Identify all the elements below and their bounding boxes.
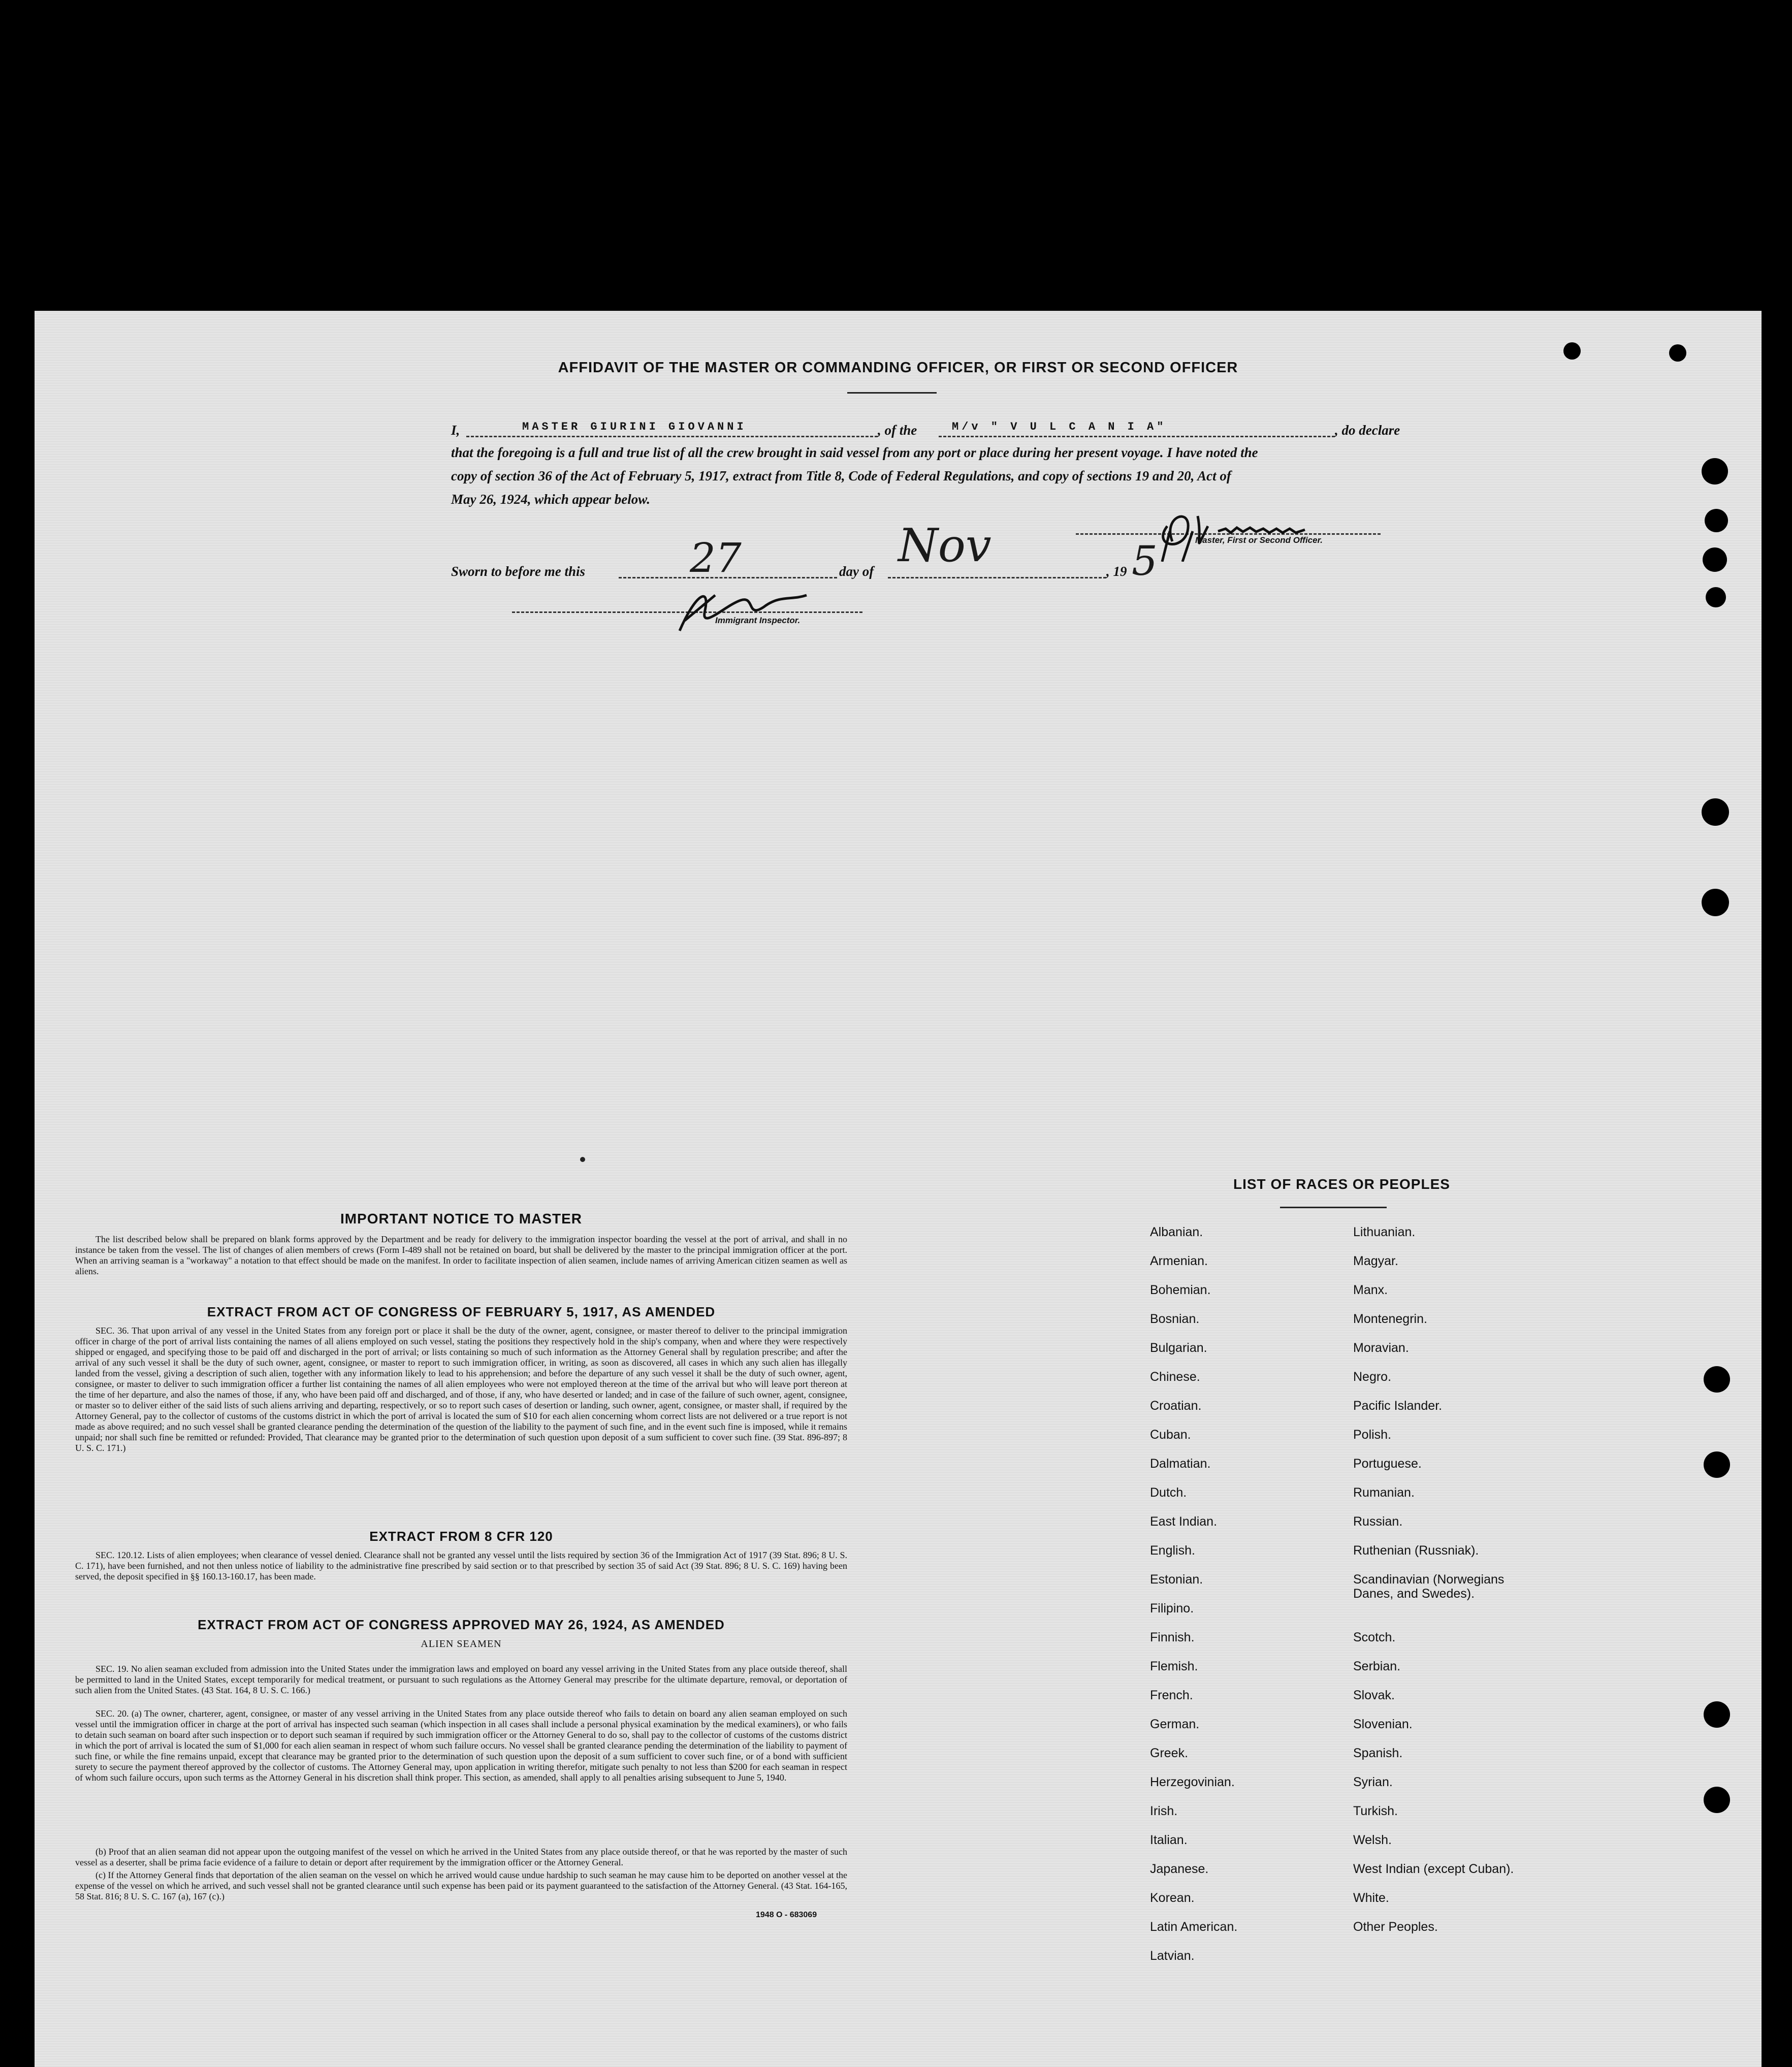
race-item: Estonian. [1150, 1572, 1203, 1587]
race-item: Cuban. [1150, 1428, 1191, 1442]
punch-hole [1669, 344, 1686, 362]
punch-hole [1705, 509, 1728, 532]
race-item: Dutch. [1150, 1485, 1187, 1500]
race-item: Moravian. [1353, 1341, 1409, 1355]
race-item: Finnish. [1150, 1630, 1195, 1644]
master-signature-scribble [1142, 496, 1375, 562]
race-item: Other Peoples. [1353, 1920, 1438, 1934]
race-item: Greek. [1150, 1746, 1189, 1760]
race-item: Bulgarian. [1150, 1341, 1207, 1355]
race-item: Scandinavian (Norwegians [1353, 1572, 1505, 1587]
document-sheet [35, 311, 1762, 2067]
month-line [888, 577, 1106, 578]
race-item: Rumanian. [1353, 1485, 1415, 1500]
punch-hole [1704, 1366, 1730, 1393]
race-item: Slovak. [1353, 1688, 1395, 1702]
extract-1924-sec19: SEC. 19. No alien seaman excluded from admission into the United States under the immigration laws and employed on board any vessel arriving in the United States from any place outside thereof, shall be permitted to land in the United States, except temporarily for medical treatment, or pursuant to such regulations as the Attorney General may prescribe for the ultimate departure, removal, or deportation of such alien from the United States. (43 Stat. 164, 8 U. S. C. 166.) [75, 1664, 847, 1695]
master-name-value: MASTER GIURINI GIOVANNI [522, 421, 747, 433]
race-item: Magyar. [1353, 1254, 1398, 1268]
notice-title: IMPORTANT NOTICE TO MASTER [340, 1211, 583, 1226]
punch-hole [1704, 1451, 1730, 1478]
punch-hole [1702, 458, 1728, 485]
races-title: LIST OF RACES OR PEOPLES [1233, 1176, 1450, 1192]
master-signature [1142, 496, 1375, 571]
race-item: Serbian. [1353, 1659, 1401, 1673]
race-item: Negro. [1353, 1370, 1392, 1384]
inspector-signature [664, 575, 868, 638]
affidavit-title: AFFIDAVIT OF THE MASTER OR COMMANDING OFFICER, OR FIRST OR SECOND OFFICER [558, 360, 1238, 376]
race-item: Manx. [1353, 1283, 1388, 1297]
extract-1924-subtitle: ALIEN SEAMEN [421, 1638, 502, 1650]
race-item: Turkish. [1353, 1804, 1398, 1818]
race-item: English. [1150, 1543, 1195, 1558]
race-item: West Indian (except Cuban). [1353, 1862, 1514, 1876]
year-value: 5 [1132, 537, 1158, 585]
vessel-value: M/v " V U L C A N I A" [952, 421, 1167, 433]
title-underline [847, 392, 937, 394]
extract-1917-text: SEC. 36. That upon arrival of any vessel in the United States from any foreign port or place it shall be the duty of the owner, agent, consignee, or master thereof to deliver to the principal immigration officer in charge of the port of arrival lists containing the names of all aliens employed on such vessel, stating the positions they respectively hold in the ship's company, when and where they were respectively shipped or engaged, and specifying those to be paid off and discharged in the port of arrival; or lists containing so much of such information as the Attorney General shall by regulation prescribe; and after the arrival of any such vessel it shall be the duty of such owner, agent, consignee, or master to report to such immigration officer, in writing, as soon as discovered, all cases in which any such alien has illegally landed from the vessel, giving a description of such alien, together with any information likely to lead to his apprehension; and before the departure of any such vessel it shall be the duty of such owner, agent, consignee, or master to deliver to such immigration officer a further list containing the names of all alien employees who were not employed thereon at the time of the arrival but who will leave port thereon at the time of her departure, and also the names of those, if any, who have been paid off and discharged, and of those, if any, who have deserted or landed; and in case of the failure of such owner, agent, consignee, or master so to deliver either of the said lists of such aliens arriving and departing, respectively, or so to report such cases of desertion or landing, such owner, agent, consignee, or master shall, if required by the Attorney General, pay to the collector of customs of the customs district in which the port of arrival is located the sum of $10 for each alien concerning whom correct lists are not delivered or a true report is not made as above required; and no such vessel shall be granted clearance pending the determination of the question of the liability to the payment of such fine, and in the event such fine is imposed, while it remains unpaid; nor shall such fine be remitted or refunded: Provided, That clearance may be granted prior to the determination of such question upon deposit of a sum sufficient to cover such fine. (39 Stat. 896-897; 8 U. S. C. 171.) [75, 1326, 847, 1453]
master-name-line [466, 436, 878, 437]
day-value: 27 [690, 534, 742, 582]
punch-hole [1563, 342, 1581, 360]
affidavit-body-3: May 26, 1924, which appear below. [451, 492, 651, 507]
punch-hole [1703, 547, 1727, 572]
race-item: Bosnian. [1150, 1312, 1200, 1326]
race-item: Korean. [1150, 1891, 1195, 1905]
sworn-label: Sworn to before me this [451, 564, 586, 579]
race-item: Chinese. [1150, 1370, 1200, 1384]
inspector-signature-scribble [664, 575, 868, 636]
race-item: Danes, and Swedes). [1353, 1587, 1475, 1601]
race-item: Latin American. [1150, 1920, 1238, 1934]
cfr-text: SEC. 120.12. Lists of alien employees; when clearance of vessel denied. Clearance shall not be granted any vessel until the lists required by section 36 of the Immigration Act of 1917 (39 Stat. 896; 8 U. S. C. 171), have been furnished, and not then unless notice of liability to the administrative fine prescribed by said section or to that prescribed by section 35 of said Act (39 Stat. 896; 8 U. S. C. 169) having been served, the deposit specified in §§ 160.13-160.17, has been made. [75, 1550, 847, 1581]
notice-text: The list described below shall be prepared on blank forms approved by the Department and be ready for delivery to the immigration inspector boarding the vessel at the port of arrival, and shall in no instance be taken from the vessel. The list of changes of alien members of crews (Form I-489 shall not be retained on board, but shall be delivered by the master to the principal immigration officer at the port. When an arriving seaman is a "workaway" a notation to that effect should be made on the manifest. In order to facilitate inspection of alien seamen, include names of arriving American citizen seamen as well as aliens. [75, 1234, 847, 1276]
extract-1924-sec20b: (b) Proof that an alien seaman did not appear upon the outgoing manifest of the vessel on which he arrived in the United States from any place outside thereof, or that he was reported by the master of such vessel as a deserter, shall be prima facie evidence of a failure to detain or deport after requirement by the immigration officer or the Attorney General. [75, 1847, 847, 1867]
race-item: Lithuanian. [1353, 1225, 1416, 1239]
race-item: Montenegrin. [1353, 1312, 1427, 1326]
race-item: Flemish. [1150, 1659, 1198, 1673]
punch-hole [1704, 1787, 1730, 1813]
punch-hole [1704, 1701, 1730, 1728]
master-signature-caption: Master, First or Second Officer. [1195, 535, 1323, 545]
extract-1924-sec20c: (c) If the Attorney General finds that deportation of the alien seaman on the vessel on which he arrived would cause undue hardship to such seaman he may cause him to be deported on another vessel at the expense of the vessel on which he arrived, and such vessel shall not be granted clearance until such expense has been paid or its payment guaranteed to the satisfaction of the Attorney General. (43 Stat. 164-165, 58 Stat. 816; 8 U. S. C. 167 (a), 167 (c).) [75, 1870, 847, 1901]
race-item: Scotch. [1353, 1630, 1396, 1644]
extract-1924-title: EXTRACT FROM ACT OF CONGRESS APPROVED MAY 26, 1924, AS AMENDED [198, 1617, 725, 1632]
race-item: Dalmatian. [1150, 1457, 1211, 1471]
race-item: French. [1150, 1688, 1193, 1702]
race-item: Syrian. [1353, 1775, 1393, 1789]
affidavit-prefix: I, [451, 423, 460, 438]
of-the-label: , of the [878, 423, 917, 438]
day-of-label: day of [839, 564, 874, 579]
race-item: Pacific Islander. [1353, 1399, 1443, 1413]
punch-hole [1702, 889, 1729, 916]
speck [580, 1157, 585, 1162]
race-item: Portuguese. [1353, 1457, 1422, 1471]
affidavit-body-2: copy of section 36 of the Act of February 5, 1917, extract from Title 8, Code of Federal Regulations, and copy of sections 19 and 20, Act of [451, 468, 1231, 483]
declare-label: , do declare [1335, 423, 1400, 438]
races-title-underline [1280, 1207, 1387, 1208]
race-item: Herzegovinian. [1150, 1775, 1235, 1789]
race-item: Slovenian. [1353, 1717, 1413, 1731]
print-code: 1948 O - 683069 [756, 1911, 817, 1919]
punch-hole [1706, 587, 1726, 607]
race-item: East Indian. [1150, 1514, 1218, 1529]
inspector-caption: Immigrant Inspector. [715, 616, 801, 625]
punch-hole [1702, 798, 1729, 826]
race-item: Russian. [1353, 1514, 1403, 1529]
race-item: Armenian. [1150, 1254, 1208, 1268]
race-item: Bohemian. [1150, 1283, 1211, 1297]
extract-1924-sec20a: SEC. 20. (a) The owner, charterer, agent, consignee, or master of any vessel arriving in the United States from any place outside thereof who fails to detain on board any alien seaman employed on such vessel until the immigration officer in charge at the port of arrival has inspected such seaman (which inspection in all cases shall include a personal physical examination by the medical examiners), or who fails to detain such seaman on board after such inspection or to deport such seaman if required by such immigration officer or the Attorney General to do so, shall pay to the collector of customs of the customs district in which the port of arrival is located the sum of $1,000 for each alien seaman in respect of whom such failure occurs. No vessel shall be granted clearance pending the determination of the liability to payment of such fine, or while the fine remains unpaid, except that clearance may be granted prior to the determination of such question upon the deposit of a sum sufficient to cover such fine, or of a bond with sufficient surety to secure the payment thereof approved by the collector of customs. The Attorney General may, upon application in writing therefor, mitigate such penalty to not less than $200 for each seaman in respect of whom such failure occurs, upon such terms as the Attorney General in his discretion shall think proper. This section, as amended, shall apply to all penalties arising subsequent to June 5, 1940. [75, 1708, 847, 1783]
race-item: Albanian. [1150, 1225, 1203, 1239]
race-item: Welsh. [1353, 1833, 1392, 1847]
race-item: Latvian. [1150, 1949, 1195, 1963]
race-item: Croatian. [1150, 1399, 1202, 1413]
race-item: White. [1353, 1891, 1389, 1905]
affidavit-body-1: that the foregoing is a full and true list of all the crew brought in said vessel from any port or place during her present voyage. I have noted the [451, 445, 1258, 460]
extract-1917-title: EXTRACT FROM ACT OF CONGRESS OF FEBRUARY 5, 1917, AS AMENDED [207, 1304, 716, 1319]
race-item: Irish. [1150, 1804, 1178, 1818]
race-item: Spanish. [1353, 1746, 1403, 1760]
race-item: German. [1150, 1717, 1200, 1731]
race-item: Ruthenian (Russniak). [1353, 1543, 1479, 1558]
race-item: Polish. [1353, 1428, 1392, 1442]
vessel-line [939, 436, 1335, 437]
race-item: Italian. [1150, 1833, 1188, 1847]
race-item: Japanese. [1150, 1862, 1209, 1876]
race-item: Filipino. [1150, 1601, 1194, 1616]
year-prefix: , 19 [1106, 564, 1127, 579]
cfr-title: EXTRACT FROM 8 CFR 120 [369, 1529, 553, 1544]
month-value: Nov [898, 519, 991, 572]
